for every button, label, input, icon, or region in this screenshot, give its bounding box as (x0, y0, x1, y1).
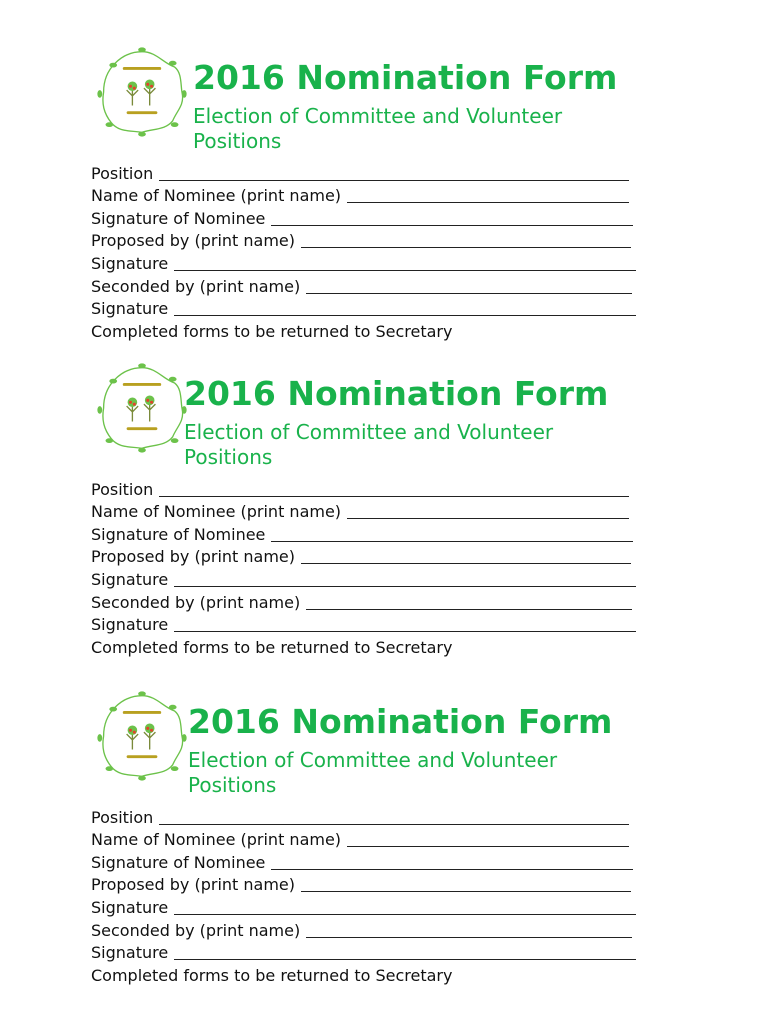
field-nominee-signature[interactable] (91, 205, 651, 228)
nominee-name-line[interactable] (347, 846, 629, 847)
field-nominee-name[interactable] (91, 827, 651, 850)
field-seconder-signature[interactable] (91, 940, 651, 963)
proposer-name-line[interactable] (301, 247, 631, 248)
field-proposer-signature[interactable] (91, 566, 651, 589)
field-label: Signature (91, 897, 169, 917)
field-proposer-name[interactable] (91, 872, 651, 895)
field-position[interactable] (91, 160, 651, 183)
field-label: Position (91, 163, 154, 183)
field-label: Seconded by (print name) (91, 592, 301, 612)
nominee-name-line[interactable] (347, 518, 629, 519)
nominee-signature-line[interactable] (271, 225, 633, 226)
form-title: 2016 Nomination Form (184, 374, 609, 413)
field-position[interactable] (91, 804, 651, 827)
field-proposer-signature[interactable] (91, 250, 651, 273)
field-label: Signature of Nominee (91, 208, 266, 228)
field-label: Name of Nominee (print name) (91, 502, 342, 522)
position-line[interactable] (159, 824, 629, 825)
field-label: Proposed by (print name) (91, 547, 295, 567)
form-subtitle: Election of Committee and Volunteer Positions (193, 104, 563, 153)
form-footer-note: Completed forms to be returned to Secretary (91, 965, 453, 985)
field-seconder-signature[interactable] (91, 612, 651, 635)
nominee-signature-line[interactable] (271, 541, 633, 542)
field-seconder-name[interactable] (91, 273, 651, 296)
field-nominee-signature[interactable] (91, 521, 651, 544)
seconder-signature-line[interactable] (174, 631, 636, 632)
field-label: Signature of Nominee (91, 852, 266, 872)
garden-wreath-logo-icon (94, 688, 190, 784)
field-proposer-name[interactable] (91, 228, 651, 251)
form-title: 2016 Nomination Form (193, 58, 618, 97)
proposer-signature-line[interactable] (174, 914, 636, 915)
field-nominee-name[interactable] (91, 499, 651, 522)
nomination-form-1 (0, 0, 770, 341)
nominee-signature-line[interactable] (271, 869, 633, 870)
field-label: Signature (91, 299, 169, 319)
form-title: 2016 Nomination Form (188, 702, 613, 741)
form-fields (91, 160, 651, 341)
garden-wreath-logo-icon (94, 44, 190, 140)
nomination-form-2 (0, 316, 770, 657)
field-label: Name of Nominee (print name) (91, 186, 342, 206)
field-label: Signature (91, 253, 169, 273)
seconder-signature-line[interactable] (174, 959, 636, 960)
field-seconder-signature[interactable] (91, 296, 651, 319)
seconder-name-line[interactable] (306, 609, 632, 610)
field-label: Position (91, 807, 154, 827)
field-label: Signature (91, 943, 169, 963)
field-proposer-name[interactable] (91, 544, 651, 567)
garden-wreath-logo-icon (94, 360, 190, 456)
position-line[interactable] (159, 180, 629, 181)
field-label: Seconded by (print name) (91, 276, 301, 296)
field-label: Proposed by (print name) (91, 231, 295, 251)
field-label: Name of Nominee (print name) (91, 830, 342, 850)
nomination-form-3 (0, 644, 770, 985)
field-label: Signature of Nominee (91, 524, 266, 544)
field-seconder-name[interactable] (91, 917, 651, 940)
field-label: Proposed by (print name) (91, 875, 295, 895)
nominee-name-line[interactable] (347, 202, 629, 203)
form-subtitle: Election of Committee and Volunteer Positions (188, 748, 558, 797)
form-fields (91, 804, 651, 985)
form-footer-note: Completed forms to be returned to Secretary (91, 637, 453, 657)
form-footer-note: Completed forms to be returned to Secretary (91, 321, 453, 341)
proposer-name-line[interactable] (301, 891, 631, 892)
field-label: Signature (91, 569, 169, 589)
proposer-signature-line[interactable] (174, 586, 636, 587)
field-seconder-name[interactable] (91, 589, 651, 612)
seconder-name-line[interactable] (306, 293, 632, 294)
position-line[interactable] (159, 496, 629, 497)
field-label: Seconded by (print name) (91, 920, 301, 940)
seconder-name-line[interactable] (306, 937, 632, 938)
field-position[interactable] (91, 476, 651, 499)
form-fields (91, 476, 651, 657)
form-subtitle: Election of Committee and Volunteer Positions (184, 420, 554, 469)
proposer-name-line[interactable] (301, 563, 631, 564)
field-label: Signature (91, 615, 169, 635)
field-nominee-name[interactable] (91, 183, 651, 206)
field-proposer-signature[interactable] (91, 894, 651, 917)
field-nominee-signature[interactable] (91, 849, 651, 872)
field-label: Position (91, 479, 154, 499)
proposer-signature-line[interactable] (174, 270, 636, 271)
